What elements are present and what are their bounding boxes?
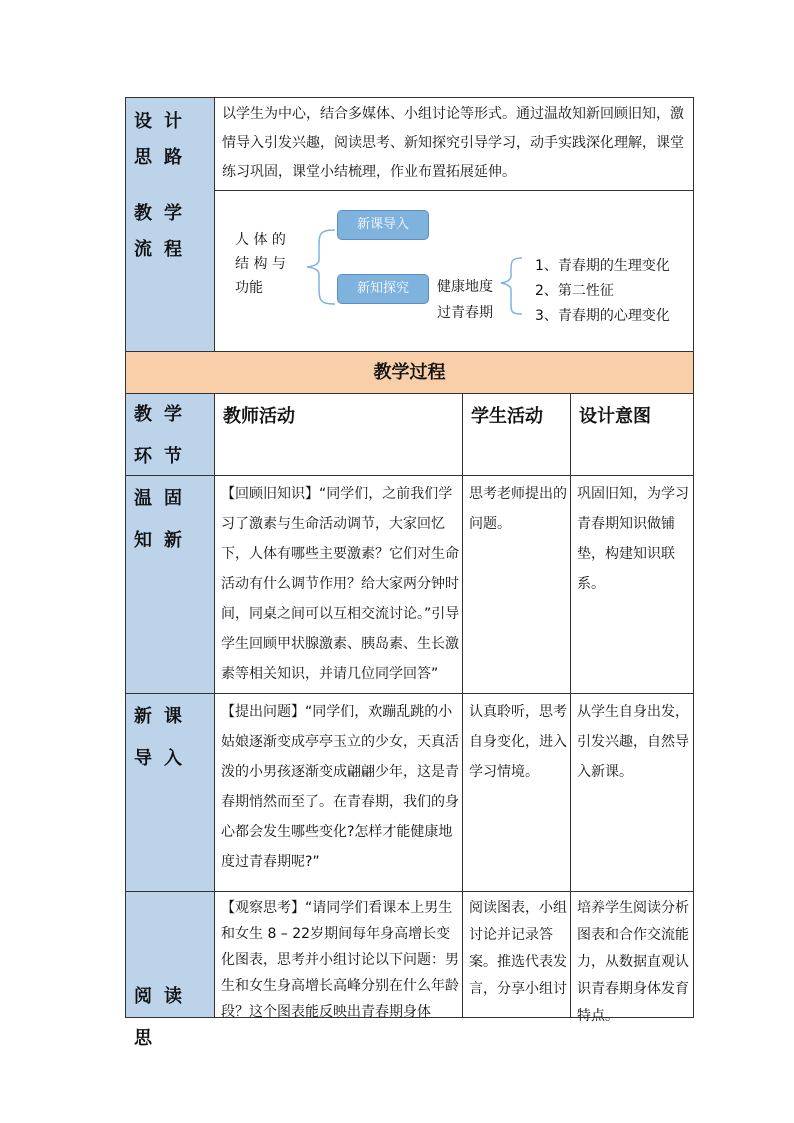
header-teacher-cell (215, 394, 463, 476)
teaching-flow-label: 教学流程 (134, 203, 194, 260)
node-new-knowledge-explore: 新知探究 (337, 274, 429, 304)
flow-item: 1、青春期的生理变化 (535, 258, 670, 274)
node-new-lesson-intro: 新课导入 (337, 210, 429, 240)
flow-sub-title: 健康地度过青春期 (437, 279, 493, 321)
student-activity-cell (463, 892, 571, 1018)
flow-items (535, 254, 670, 329)
teaching-flow-diagram-cell (215, 190, 694, 352)
section-cell (125, 476, 215, 694)
table-row (125, 476, 694, 694)
root-bracket (307, 230, 335, 304)
design-intent-cell (571, 476, 694, 694)
section-cell (125, 694, 215, 892)
header-section: 教学环节 (134, 404, 194, 467)
process-title-row (125, 352, 694, 394)
table-row (125, 694, 694, 892)
header-teacher: 教师活动 (223, 406, 295, 427)
design-intent-cell (571, 892, 694, 1024)
design-intent: 巩固旧知，为学习青春期知识做铺垫，构建知识联系。 (577, 486, 689, 592)
flow-root-text: 人 体 的结 构 与功能 (235, 232, 286, 296)
design-idea-row (125, 97, 694, 191)
student-activity-cell (463, 694, 571, 892)
header-student-cell (463, 394, 571, 476)
teacher-activity-cell (215, 892, 463, 1018)
student-activity: 思考老师提出的问题。 (469, 486, 567, 532)
student-activity: 阅读图表，小组讨论并记录答案。推选代表发言，分享小组讨 (469, 900, 567, 997)
section-cell (125, 892, 215, 1049)
design-intent: 培养学生阅读分析图表和合作交流能力，从数据直观认识青春期身体发育特点。 (577, 900, 689, 1024)
teacher-activity-cell (215, 694, 463, 892)
header-section-cell (125, 394, 215, 476)
design-intent-cell (571, 694, 694, 892)
teacher-activity: 【回顾旧知识】“同学们，之前我们学习了激素与生命活动调节，大家回忆下，人体有哪些主要激素？它们对生命活动有什么调节作用？给大家两分钟时间，同桌之间可以互相交流讨论。”引导学生回顾甲状腺激素、胰岛素、生长激素等相关知识，并请几位同学回答” (221, 486, 460, 682)
student-activity-cell (463, 476, 571, 694)
section-label: 温固知新 (134, 488, 194, 551)
flow-item: 2、第二性征 (535, 283, 614, 299)
section-label: 新课导入 (134, 706, 194, 769)
design-idea-text: 以学生为中心，结合多媒体、小组讨论等形式。通过温故知新回顾旧知，激情导入引发兴趣，阅读思考、新知探究引导学习，动手实践深化理解，课堂练习巩固，课堂小结梳理，作业布置拓展延伸。 (222, 106, 684, 180)
sub-bracket (501, 258, 522, 314)
design-idea-content-cell (215, 98, 694, 191)
process-title: 教学过程 (373, 362, 446, 383)
section-label: 阅读思 (134, 986, 194, 1049)
design-idea-label-cell (125, 98, 215, 191)
teacher-activity: 【提出问题】“同学们，欢蹦乱跳的小姑娘逐渐变成亭亭玉立的少女，天真活泼的小男孩逐渐变成翩翩少年，这是青春期悄然而至了。在青春期，我们的身心都会发生哪些变化?怎样才能健康地度过青春期呢?” (221, 704, 459, 870)
design-intent: 从学生自身出发，引发兴趣，自然导入新课。 (577, 704, 689, 780)
flow-item: 3、青春期的心理变化 (535, 308, 670, 324)
teacher-activity: 【观察思考】“请同学们看课本上男生和女生 8 – 22岁期间每年身高增长变化图表，思考并小组讨论以下问题：男生和女生身高增长高峰分别在什么年龄段？这个图表能反映出青春期身体 (221, 900, 459, 1020)
header-student: 学生活动 (471, 406, 543, 427)
table-row (125, 892, 694, 1049)
teaching-flow-label-cell (125, 190, 215, 352)
teaching-flow-row (125, 190, 694, 352)
header-row (125, 394, 694, 476)
process-title-cell (125, 352, 694, 394)
header-intent-cell (571, 394, 694, 476)
teaching-flow-diagram (215, 190, 694, 351)
student-activity: 认真聆听，思考自身变化，进入学习情境。 (469, 704, 567, 780)
teacher-activity-cell (215, 476, 463, 694)
design-idea-label: 设计思路 (134, 111, 194, 168)
header-intent: 设计意图 (579, 406, 651, 427)
